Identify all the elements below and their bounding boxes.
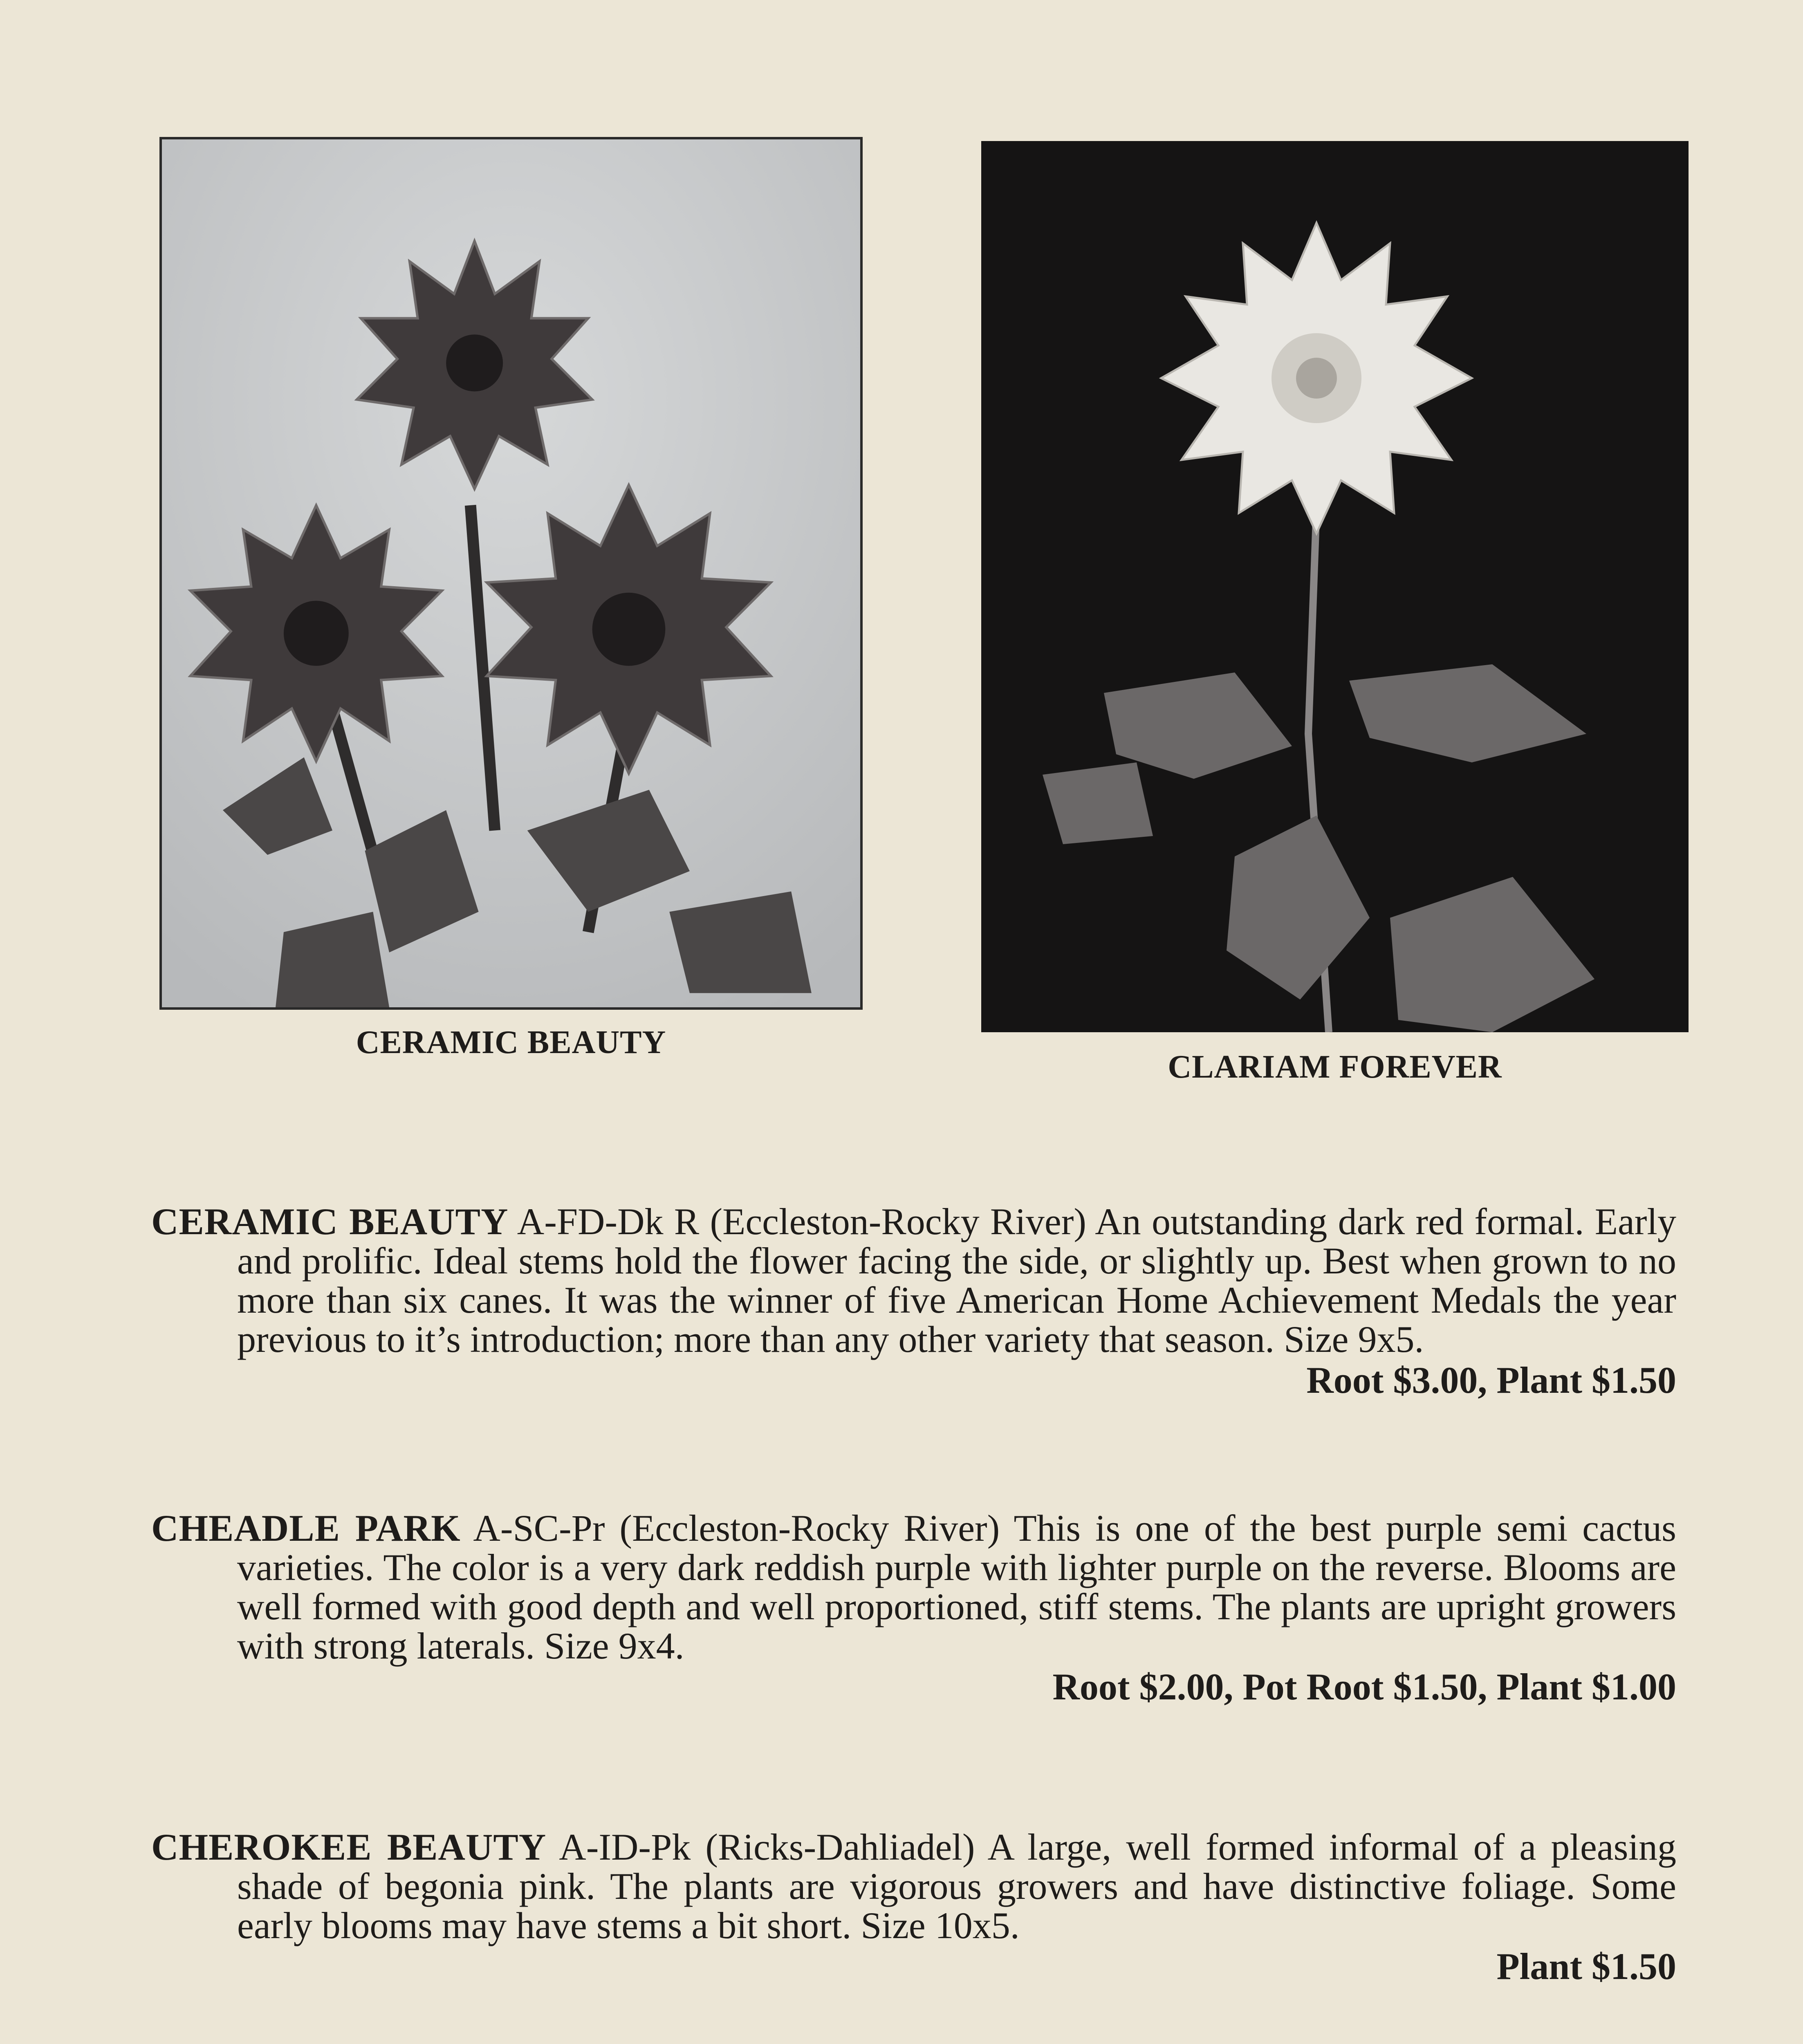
catalog-entry — [151, 1827, 1676, 1986]
clariam-forever-photo — [981, 141, 1689, 1032]
entry-name: CHEROKEE BEAUTY — [151, 1826, 547, 1868]
entry-name: CERAMIC BEAUTY — [151, 1201, 509, 1242]
entry-description: A-FD-Dk R (Eccleston-Rocky River) An outstanding dark red formal. Early and prolific. Ideal stems hold the flower facing the side, or slightly up. Best when grown to no more than six canes. It was the winner of five American Home Achievement Medals the year previous to it’s introduction; more than any other variety that season. Size 9x5. — [237, 1201, 1676, 1360]
entry-price: Plant $1.50 — [1496, 1945, 1676, 1987]
entry-price: Root $3.00, Plant $1.50 — [1306, 1359, 1676, 1401]
entry-name: CHEADLE PARK — [151, 1507, 461, 1549]
figure-caption-ceramic-beauty: CERAMIC BEAUTY — [356, 1024, 666, 1060]
catalog-entry — [151, 1202, 1676, 1400]
entry-price: Root $2.00, Pot Root $1.50, Plant $1.00 — [1052, 1666, 1676, 1708]
catalog-entry — [151, 1508, 1676, 1706]
entry-description: A-ID-Pk (Ricks-Dahliadel) A large, well formed informal of a pleasing shade of begonia pink. The plants are vigorous growers and have distinctive foliage. Some early blooms may have stems a bit short. Size 10x5. — [237, 1826, 1676, 1946]
figure-caption-clariam-forever: CLARIAM FOREVER — [1168, 1049, 1502, 1085]
ceramic-beauty-photo — [159, 137, 863, 1010]
entry-description: A-SC-Pr (Eccleston-Rocky River) This is one of the best purple semi cactus varieties. The color is a very dark reddish purple with lighter purple on the reverse. Blooms are well formed with good depth and well proportioned, stiff stems. The plants are upright growers with strong laterals. Size 9x4. — [237, 1507, 1676, 1667]
